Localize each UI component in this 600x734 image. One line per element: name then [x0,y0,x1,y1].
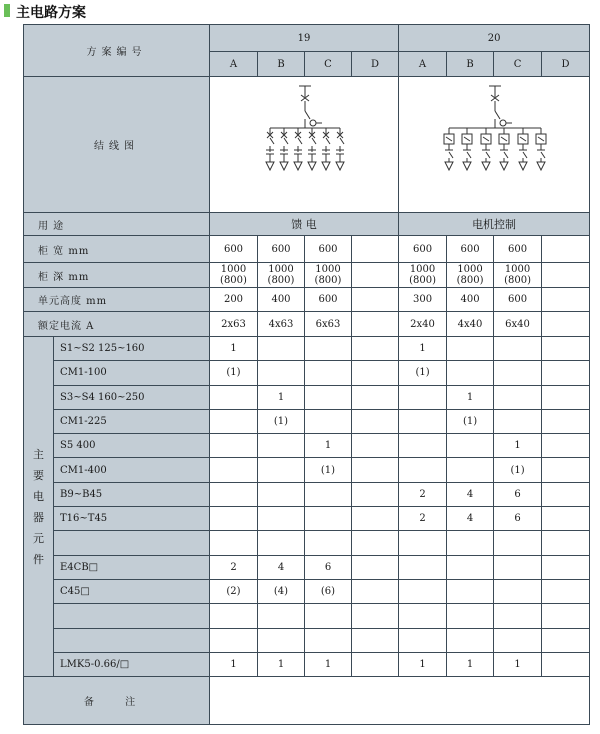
cell-value: 600 [271,243,291,255]
component-name-text: E4CB□ [60,561,99,573]
scheme-table [23,24,590,725]
depth-label [24,263,210,288]
cell-value: 6x63 [315,318,341,330]
rated_current-cell [542,312,590,337]
row-label-text: 单元高度 mm [38,296,108,307]
component-qty-cell [258,434,305,458]
cell-value: 1000 (800) [267,264,295,286]
component-qty-cell [305,604,352,628]
component-row [24,482,590,506]
depth-cell [258,263,305,288]
component-qty-cell [258,361,305,385]
component-qty-cell [494,628,542,652]
unit_height-cell [494,288,542,312]
component-qty-cell: 1 [399,337,447,361]
component-name-text: T16~T45 [60,513,108,525]
width-cell [305,236,352,263]
component-qty-cell [352,531,399,555]
component-qty-cell: 1 [305,652,352,676]
component-row [24,628,590,652]
col-letter: D [352,52,399,77]
main-components-side-label [24,337,54,677]
cell-value: 600 [223,243,244,255]
component-qty-cell [352,507,399,531]
col-letter: B [258,52,305,77]
rated_current-cell [399,312,447,337]
cell-value: 300 [413,294,433,305]
component-name-text: CM1-100 [60,367,107,379]
component-qty-cell [210,507,258,531]
remarks-value [210,677,590,725]
row-label-text: 用 途 [38,220,65,232]
depth-cell [210,263,258,288]
width-cell [542,236,590,263]
component-qty-cell [399,604,447,628]
rated_current-cell [258,312,305,337]
component-qty-cell [258,531,305,555]
unit_height-row [24,288,590,312]
component-qty-cell: 2 [399,507,447,531]
component-qty-cell [494,409,542,433]
component-qty-cell: 6 [494,482,542,506]
use-19-value: 馈 电 [210,213,399,236]
component-name [54,434,210,458]
component-qty-cell [542,361,590,385]
unit_height-cell [352,288,399,312]
component-qty-cell [305,628,352,652]
remarks-row [24,677,590,725]
width-cell [258,236,305,263]
component-qty-cell [494,531,542,555]
cell-value: 4x63 [268,318,294,330]
component-qty-cell [399,531,447,555]
row-label-text: 柜 深 mm [38,271,90,283]
component-qty-cell [494,385,542,409]
cell-value: 600 [460,243,480,255]
col-letter: B [447,52,494,77]
component-qty-cell [210,458,258,482]
component-qty-cell [210,604,258,628]
component-row [24,337,590,361]
page-title: 主电路方案 [16,5,86,21]
component-name-text: C45□ [60,586,90,598]
component-qty-cell: 1 [210,337,258,361]
wiring-diagram-label: 结线图 [24,77,210,213]
component-name [54,337,210,361]
scheme-number-row [24,25,590,52]
component-row [24,507,590,531]
cell-value: 6x40 [505,318,530,330]
component-qty-cell [494,604,542,628]
component-qty-cell: 2 [399,482,447,506]
depth-cell [494,263,542,288]
component-qty-cell [352,628,399,652]
component-qty-cell [210,434,258,458]
component-qty-cell [542,652,590,676]
cell-value: 600 [413,243,433,255]
cell-value: 400 [460,294,480,305]
component-qty-cell [210,531,258,555]
component-qty-cell [352,458,399,482]
component-qty-cell [447,555,494,579]
width-cell [352,236,399,263]
component-qty-cell [494,337,542,361]
component-qty-cell [352,652,399,676]
col-letter: C [305,52,352,77]
component-qty-cell: (2) [210,579,258,603]
use-label [24,213,210,236]
component-qty-cell: 4 [447,482,494,506]
component-qty-cell [447,434,494,458]
component-name [54,628,210,652]
component-qty-cell [447,579,494,603]
col-letter: C [494,52,542,77]
component-qty-cell [258,458,305,482]
component-qty-cell [352,604,399,628]
component-qty-cell [494,579,542,603]
component-qty-cell [210,628,258,652]
row-label-text: 柜 宽 mm [38,245,90,257]
component-row [24,652,590,676]
component-qty-cell: (1) [210,361,258,385]
title-marker [4,4,10,17]
unit_height-cell [305,288,352,312]
component-qty-cell [210,385,258,409]
cell-value: 600 [318,294,338,305]
component-qty-cell: 4 [258,555,305,579]
component-qty-cell [542,555,590,579]
unit_height-cell [210,288,258,312]
scheme-19-header: 19 [210,25,399,52]
rated_current-label [24,312,210,337]
component-qty-cell [352,555,399,579]
component-qty-cell [258,337,305,361]
remarks-label [24,677,210,725]
component-qty-cell [399,555,447,579]
col-letter: D [542,52,590,77]
component-row [24,458,590,482]
component-name-text: B9~B45 [60,488,103,500]
width-row [24,236,590,263]
component-qty-cell: 1 [210,652,258,676]
col-letter: A [210,52,258,77]
component-qty-cell [399,458,447,482]
component-qty-cell: 1 [399,652,447,676]
unit_height-cell [258,288,305,312]
component-name-text: CM1-225 [60,416,107,428]
cell-value: 1000 (800) [220,264,247,286]
component-qty-cell: 6 [305,555,352,579]
component-qty-cell: 4 [447,507,494,531]
title-bar [0,0,600,22]
cell-value: 1000 (800) [409,264,436,286]
component-qty-cell [352,361,399,385]
component-row [24,555,590,579]
component-name [54,482,210,506]
component-name [54,409,210,433]
unit_height-cell [542,288,590,312]
component-qty-cell [210,409,258,433]
component-qty-cell [305,337,352,361]
cell-value: 2x40 [410,318,435,330]
component-qty-cell [494,555,542,579]
component-qty-cell [542,434,590,458]
component-qty-cell [352,385,399,409]
component-qty-cell: 1 [258,385,305,409]
component-qty-cell: (1) [305,458,352,482]
rated_current-cell [352,312,399,337]
component-qty-cell: (6) [305,579,352,603]
component-name [54,652,210,676]
component-name [54,579,210,603]
component-name-text: LMK5-0.66/□ [60,659,130,670]
component-qty-cell [352,409,399,433]
component-name [54,531,210,555]
component-qty-cell [305,507,352,531]
component-qty-cell [352,579,399,603]
component-qty-cell [352,434,399,458]
motor-control-diagram-icon [399,78,590,212]
component-name [54,555,210,579]
component-qty-cell [352,337,399,361]
width-label [24,236,210,263]
rated_current-cell [447,312,494,337]
component-qty-cell [305,531,352,555]
cell-value: 600 [508,294,528,305]
col-letter: A [399,52,447,77]
component-qty-cell: (1) [258,409,305,433]
component-row [24,361,590,385]
component-qty-cell [542,579,590,603]
component-qty-cell [399,434,447,458]
wiring-diagram-19 [210,77,399,213]
component-qty-cell: (1) [494,458,542,482]
component-qty-cell [352,482,399,506]
component-qty-cell [305,361,352,385]
scheme-number-label: 方案编号 [24,25,210,77]
unit_height-cell [399,288,447,312]
component-qty-cell [447,458,494,482]
depth-cell [399,263,447,288]
wiring-diagram-20 [399,77,590,213]
component-qty-cell [305,385,352,409]
scheme-sheet [23,24,589,730]
row-label-text: 额定电流 A [38,320,95,332]
cell-value: 400 [271,294,291,305]
component-row [24,385,590,409]
feeder-diagram-icon [210,78,399,212]
component-qty-cell [447,337,494,361]
component-qty-cell [447,531,494,555]
component-qty-cell [447,628,494,652]
component-row [24,579,590,603]
component-qty-cell: 1 [494,434,542,458]
cell-value: 1000 (800) [456,264,484,286]
component-qty-cell [399,385,447,409]
component-qty-cell [305,482,352,506]
component-qty-cell [399,579,447,603]
cell-value: 200 [223,294,244,305]
component-qty-cell [542,385,590,409]
component-qty-cell: 1 [305,434,352,458]
component-qty-cell [542,337,590,361]
component-row [24,531,590,555]
use-row [24,213,590,236]
component-row [24,409,590,433]
component-qty-cell [447,604,494,628]
component-name-text: S3~S4 160~250 [60,391,145,403]
component-qty-cell [542,628,590,652]
component-row [24,434,590,458]
component-qty-cell: (1) [447,409,494,433]
depth-cell [447,263,494,288]
cell-value: 600 [318,243,338,255]
cell-value: 4x40 [457,318,483,330]
cell-value: 2x63 [221,318,246,330]
depth-cell [305,263,352,288]
unit_height-label [24,288,210,312]
scheme-20-header: 20 [399,25,590,52]
component-qty-cell [542,409,590,433]
width-cell [210,236,258,263]
component-qty-cell [542,507,590,531]
component-qty-cell: (4) [258,579,305,603]
component-qty-cell: 1 [494,652,542,676]
depth-cell [542,263,590,288]
component-name-text: CM1-400 [60,464,107,476]
component-qty-cell [447,361,494,385]
component-name [54,604,210,628]
component-qty-cell: 1 [447,652,494,676]
component-name [54,507,210,531]
component-qty-cell: (1) [399,361,447,385]
component-qty-cell: 2 [210,555,258,579]
component-name [54,458,210,482]
component-qty-cell [542,604,590,628]
component-name-text: S5 400 [60,440,96,452]
component-name [54,361,210,385]
wiring-diagram-row [24,77,590,213]
rated_current-row [24,312,590,337]
remarks-label-text: 备 注 [83,697,150,709]
component-qty-cell [258,604,305,628]
component-qty-cell [258,482,305,506]
component-qty-cell [542,482,590,506]
depth-cell [352,263,399,288]
component-qty-cell: 1 [258,652,305,676]
component-qty-cell [542,458,590,482]
width-cell [447,236,494,263]
width-cell [494,236,542,263]
unit_height-cell [447,288,494,312]
component-qty-cell [542,531,590,555]
component-qty-cell: 6 [494,507,542,531]
rated_current-cell [305,312,352,337]
use-20-value: 电机控制 [399,213,590,236]
component-qty-cell [305,409,352,433]
component-qty-cell [399,409,447,433]
component-qty-cell [494,361,542,385]
side-label-text: 主要电器元件 [33,447,44,566]
cell-value: 600 [508,243,528,255]
cell-value: 1000 (800) [504,264,531,286]
depth-row [24,263,590,288]
rated_current-cell [494,312,542,337]
component-name-text: S1~S2 125~160 [60,343,145,355]
component-qty-cell [258,507,305,531]
component-qty-cell [210,482,258,506]
component-qty-cell: 1 [447,385,494,409]
cell-value: 1000 (800) [314,264,342,286]
component-name [54,385,210,409]
component-qty-cell [399,628,447,652]
width-cell [399,236,447,263]
component-qty-cell [258,628,305,652]
component-row [24,604,590,628]
rated_current-cell [210,312,258,337]
